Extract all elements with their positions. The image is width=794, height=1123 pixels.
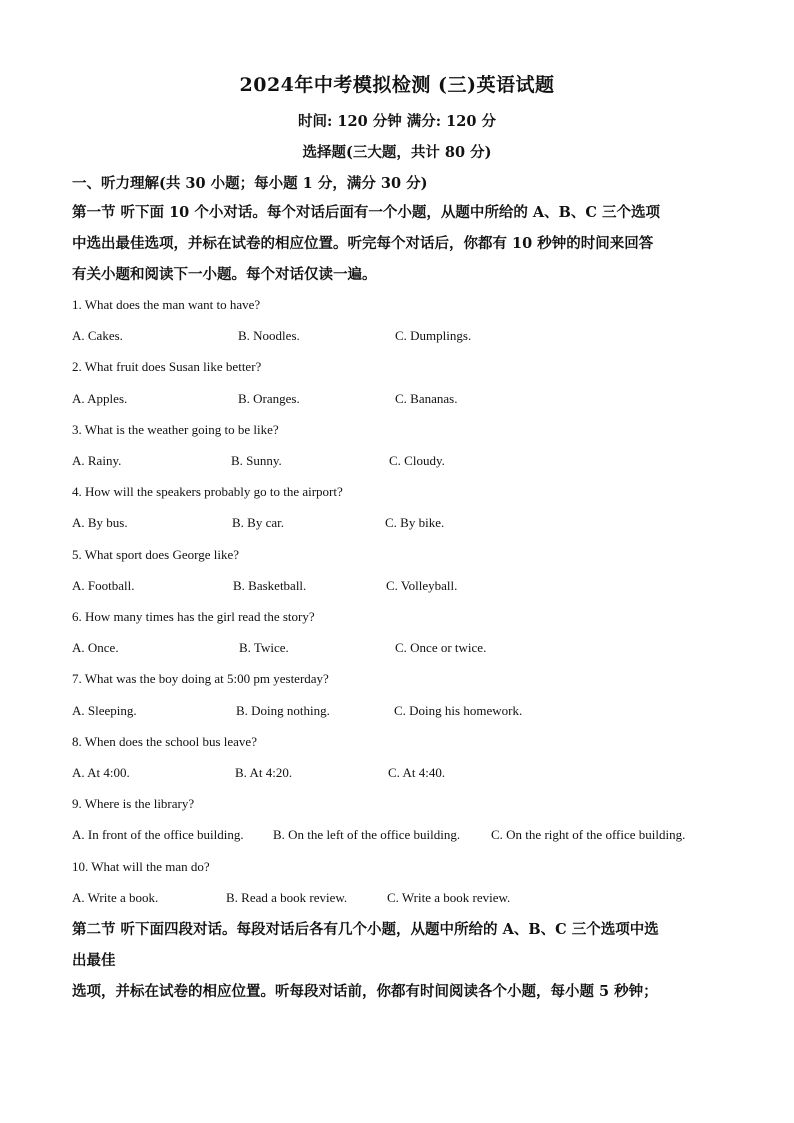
exam-title: 2024年中考模拟检测 (三)英语试题 [239,74,555,96]
option-c: C. Cloudy. [389,453,445,468]
option-b: B. Twice. [239,640,289,655]
question-5: 5. What sport does George like? [72,547,240,562]
instruction-line: 有关小题和阅读下一小题。每个对话仅读一遍。 [72,266,377,283]
instruction-line: 选项，并标在试卷的相应位置。听每段对话前，你都有时间阅读各个小题，每小题 5 秒钟； [72,983,658,1000]
question-2: 2. What fruit does Susan like better? [72,359,262,374]
option-a: A. Cakes. [72,328,123,343]
part1-heading: 一、听力理解(共 30 小题；每小题 1 分，满分 30 分) [72,175,428,192]
instruction-line: 第二节 听下面四段对话。每段对话后各有几个小题，从题中所给的 A、B、C 三个选项中选 [72,921,659,938]
instruction-line: 第一节 听下面 10 个小对话。每个对话后面有一个小题，从题中所给的 A、B、C 三个选项 [72,204,660,221]
option-a: A. At 4:00. [72,765,130,780]
option-c: C. Doing his homework. [394,703,523,718]
option-b: B. Read a book review. [226,890,348,905]
option-a: A. Rainy. [72,453,122,468]
question-4: 4. How will the speakers probably go to the airport? [72,484,343,499]
option-b: B. Noodles. [238,328,300,343]
option-c: C. Bananas. [395,391,458,406]
option-a: A. Once. [72,640,119,655]
option-b: B. Basketball. [233,578,307,593]
option-a: A. Sleeping. [72,703,137,718]
section1-instructions [72,197,722,290]
question-8: 8. When does the school bus leave? [72,734,257,749]
option-a: A. In front of the office building. [72,827,244,842]
option-c: C. Volleyball. [386,578,458,593]
question-6: 6. How many times has the girl read the story? [72,609,315,624]
section2-instructions [72,914,722,1007]
option-c: C. Dumplings. [395,328,472,343]
option-b: B. Sunny. [231,453,282,468]
option-c: C. At 4:40. [388,765,446,780]
option-b: B. At 4:20. [235,765,293,780]
option-b: B. Doing nothing. [236,703,330,718]
option-c: C. Once or twice. [395,640,487,655]
option-c: C. By bike. [385,515,445,530]
option-c: C. On the right of the office building. [491,827,686,842]
instruction-line: 出最佳 [72,952,116,969]
question-1: 1. What does the man want to have? [72,297,261,312]
question-7: 7. What was the boy doing at 5:00 pm yesterday? [72,671,329,686]
question-9: 9. Where is the library? [72,796,195,811]
instruction-line: 中选出最佳选项，并标在试卷的相应位置。听完每个对话后，你都有 10 秒钟的时间来回答 [72,235,654,252]
option-a: A. Apples. [72,391,128,406]
option-b: B. By car. [232,515,284,530]
choice-section-line: 选择题(三大题，共计 80 分) [302,144,492,161]
option-b: B. Oranges. [238,391,300,406]
option-b: B. On the left of the office building. [273,827,461,842]
option-a: A. Write a book. [72,890,159,905]
time-score-line: 时间: 120 分钟 满分: 120 分 [298,113,496,130]
option-a: A. By bus. [72,515,128,530]
option-a: A. Football. [72,578,135,593]
option-c: C. Write a book review. [387,890,511,905]
question-10: 10. What will the man do? [72,859,210,874]
question-3: 3. What is the weather going to be like? [72,422,279,437]
